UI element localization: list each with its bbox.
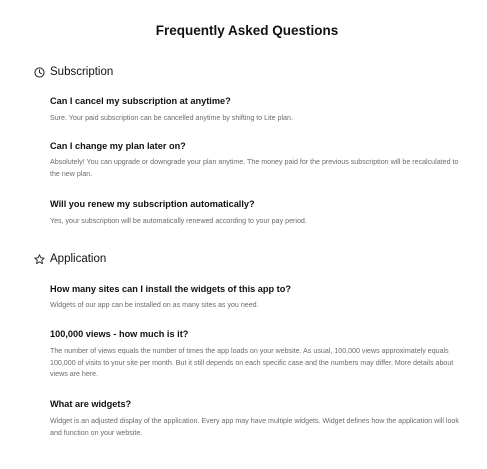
section-subscription bbox=[34, 66, 113, 78]
faq-question: Can I change my plan later on? bbox=[50, 141, 186, 151]
faq-answer: The number of views equals the number of times the app loads on your website. As usual, 100,000 views approximately equals 100,000 of visits to your site per month. But it still depends on each specific case and the numbers may differ. More details about views are here. bbox=[50, 347, 454, 378]
faq-answer: Sure. Your paid subscription can be cancelled anytime by shifting to Lite plan. bbox=[50, 114, 293, 122]
faq-question: What are widgets? bbox=[50, 399, 132, 409]
section-title: Application bbox=[50, 253, 107, 265]
section-title: Subscription bbox=[50, 66, 114, 78]
faq-question: 100,000 views - how much is it? bbox=[50, 329, 189, 339]
section-application bbox=[34, 253, 106, 265]
clock-icon bbox=[34, 67, 45, 78]
faq-question: Will you renew my subscription automatically? bbox=[50, 199, 255, 209]
faq-answer: Widgets of our app can be installed on as many sites as you need. bbox=[50, 301, 259, 309]
faq-answer: Absolutely! You can upgrade or downgrade your plan anytime. The money paid for the previous subscription will be recalculated to the new plan. bbox=[50, 158, 459, 178]
star-icon bbox=[34, 254, 45, 265]
faq-answer: Widget is an adjusted display of the application. Every app may have multiple widgets. Widget defines how the application will look and function on your website. bbox=[50, 417, 459, 437]
page-title: Frequently Asked Questions bbox=[155, 23, 339, 38]
faq-question: How many sites can I install the widgets of this app to? bbox=[50, 284, 291, 294]
faq-question: Can I cancel my subscription at anytime? bbox=[50, 96, 231, 106]
faq-answer: Yes, your subscription will be automatically renewed according to your pay period. bbox=[50, 217, 307, 225]
